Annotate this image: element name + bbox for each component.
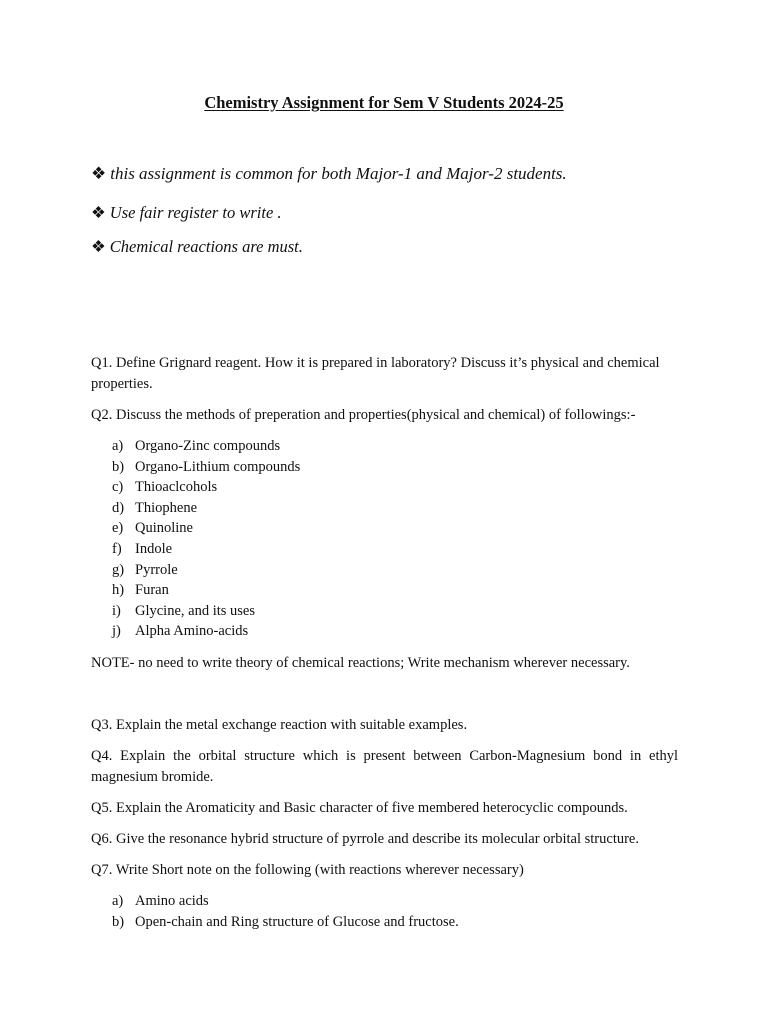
instruction-3 bbox=[91, 237, 303, 257]
question-6: Q6. Give the resonance hybrid structure of pyrrole and describe its molecular orbital structure. bbox=[91, 831, 639, 847]
instruction-1 bbox=[91, 164, 567, 184]
instruction-text: Chemical reactions are must. bbox=[109, 237, 303, 256]
list-marker: h) bbox=[112, 582, 125, 599]
diamond-bullet-icon: ❖ bbox=[91, 164, 107, 183]
list-item-text: Amino acids bbox=[135, 893, 209, 909]
list-marker: b) bbox=[112, 458, 125, 475]
list-marker: c) bbox=[112, 479, 124, 496]
list-item bbox=[112, 477, 300, 498]
question-7-list bbox=[112, 891, 459, 932]
list-item-text: Thiophene bbox=[135, 499, 198, 516]
note: NOTE- no need to write theory of chemical reactions; Write mechanism wherever necessary. bbox=[91, 655, 630, 671]
question-7: Q7. Write Short note on the following (with reactions wherever necessary) bbox=[91, 862, 524, 878]
list-marker: b) bbox=[112, 913, 125, 930]
diamond-bullet-icon: ❖ bbox=[91, 237, 106, 256]
list-item-text: Glycine, and its uses bbox=[135, 602, 256, 619]
list-item-text: Organo-Zinc compounds bbox=[135, 438, 281, 454]
diamond-bullet-icon: ❖ bbox=[91, 203, 106, 222]
document-title: Chemistry Assignment for Sem V Students 2024-25 bbox=[204, 93, 564, 112]
list-item bbox=[112, 539, 300, 560]
list-item bbox=[112, 580, 300, 601]
list-item-text: Alpha Amino-acids bbox=[135, 623, 249, 640]
list-item-text: Indole bbox=[135, 540, 173, 557]
list-item-text: Furan bbox=[135, 582, 169, 599]
instruction-2 bbox=[91, 203, 282, 223]
question-5: Q5. Explain the Aromaticity and Basic character of five membered heterocyclic compounds. bbox=[91, 800, 628, 816]
instruction-text: this assignment is common for both Major-1 and Major-2 students. bbox=[110, 164, 567, 183]
list-item-text: Thioaclcohols bbox=[135, 479, 218, 496]
list-marker: e) bbox=[112, 520, 124, 537]
question-1: Q1. Define Grignard reagent. How it is prepared in laboratory? Discuss it’s physical and chemical properties. bbox=[91, 355, 660, 392]
list-marker: g) bbox=[112, 561, 125, 578]
list-marker: f) bbox=[112, 540, 122, 557]
list-marker: j) bbox=[112, 623, 121, 640]
list-marker: d) bbox=[112, 499, 125, 516]
list-item bbox=[112, 601, 300, 622]
list-marker: a) bbox=[112, 893, 124, 909]
list-marker: i) bbox=[112, 602, 121, 619]
list-item-text: Quinoline bbox=[135, 520, 193, 537]
question-2: Q2. Discuss the methods of preperation and properties(physical and chemical) of followings:- bbox=[91, 407, 636, 423]
question-2-list bbox=[112, 436, 300, 642]
list-item-text: Open-chain and Ring structure of Glucose and fructose. bbox=[135, 913, 459, 930]
list-item bbox=[112, 560, 300, 581]
list-item bbox=[112, 436, 300, 457]
list-item bbox=[112, 621, 300, 642]
instruction-text: Use fair register to write . bbox=[109, 203, 282, 222]
list-item bbox=[112, 912, 459, 933]
list-item-text: Organo-Lithium compounds bbox=[135, 458, 301, 475]
list-item-text: Pyrrole bbox=[135, 561, 178, 578]
list-marker: a) bbox=[112, 438, 124, 454]
list-item bbox=[112, 518, 300, 539]
list-item bbox=[112, 498, 300, 519]
question-3: Q3. Explain the metal exchange reaction with suitable examples. bbox=[91, 717, 468, 733]
list-item bbox=[112, 891, 459, 912]
question-4: Q4. Explain the orbital structure which is present between Carbon-Magnesium bond in ethyl magnesium bromide. bbox=[91, 748, 678, 785]
list-item bbox=[112, 457, 300, 478]
